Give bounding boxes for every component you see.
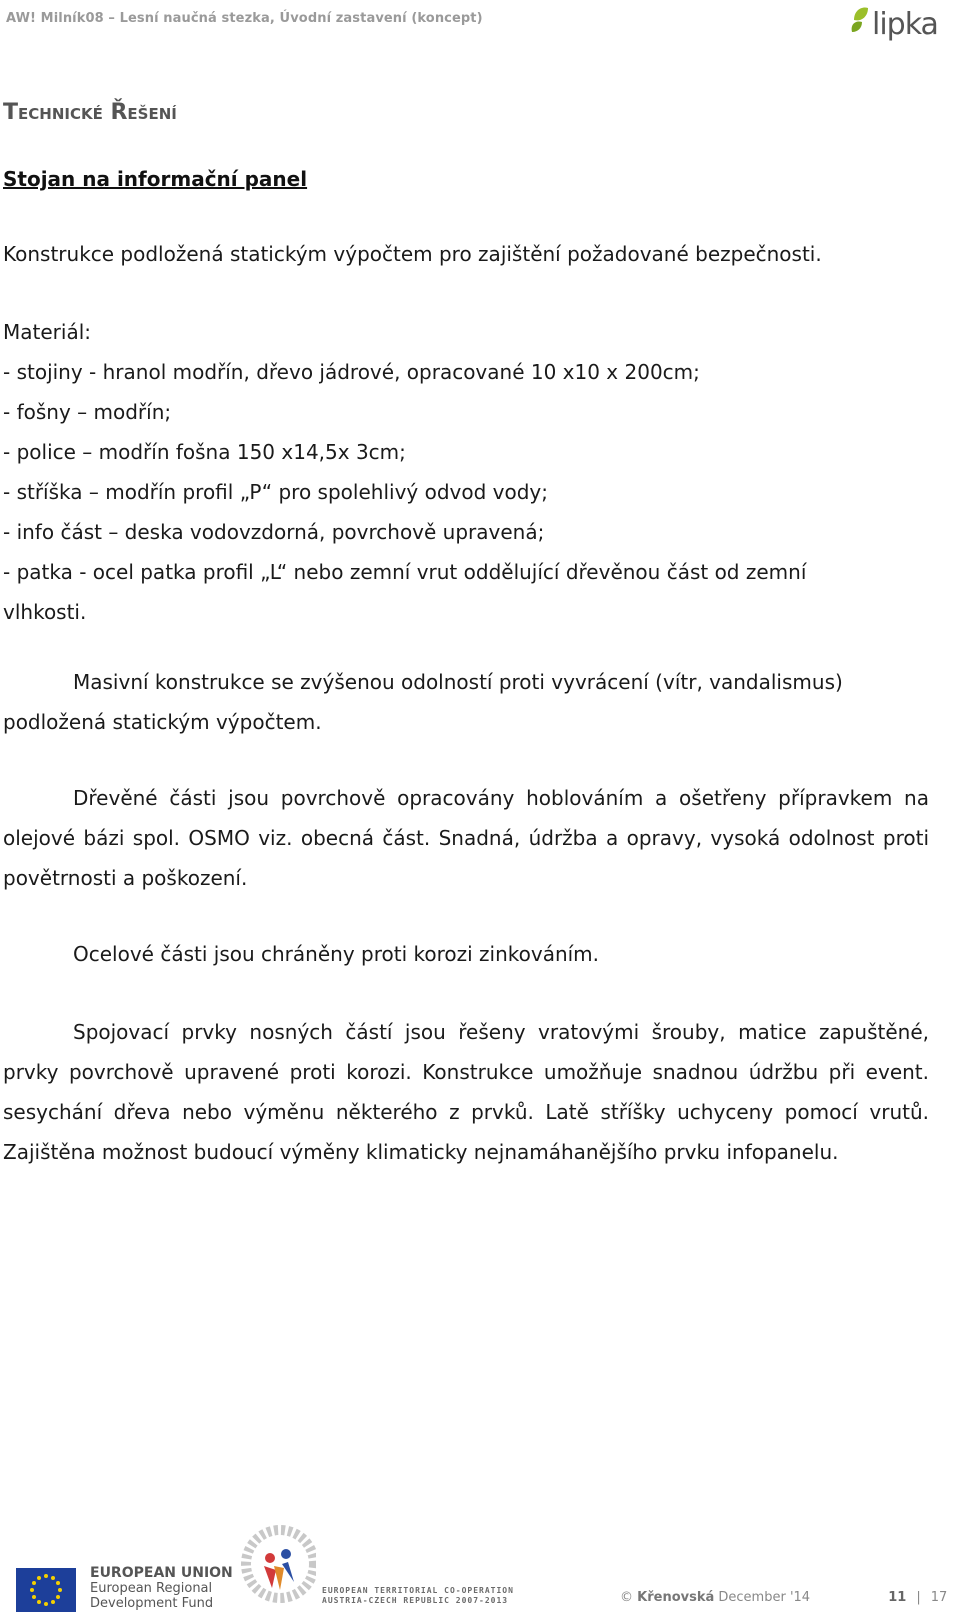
paragraph-stability: Masivní konstrukce se zvýšenou odolností proti vyvrácení (vítr, vandalismus) podložená statickým výpočtem. <box>3 670 843 734</box>
material-item: - police – modřín fošna 150 x14,5x 3cm; <box>3 440 406 464</box>
footer-copyright <box>620 1590 947 1605</box>
copyright-icon: © <box>620 1590 633 1605</box>
paragraph-fasteners: Spojovací prvky nosných částí jsou řešeny vratovými šrouby, matice zapuštěné, prvky povrchově upravené proti korozi. Konstrukce umožňuje snadnou údržbu při event. sesychání dřeva nebo výměnu některého z prvků. Latě stříšky uchyceny pomocí vrutů. Zajištěna možnost budoucí výměny klimaticky nejnamáhanějšího prvku infopanelu. <box>3 1020 929 1164</box>
lipka-logo <box>846 2 946 44</box>
page-separator: | <box>916 1590 921 1605</box>
material-item: - patka - ocel patka profil „L“ nebo zemní vrut oddělující dřevěnou část od zemní vlhkosti. <box>3 560 807 624</box>
page-total: 17 <box>930 1590 948 1605</box>
company-name: Křenovská <box>637 1590 715 1605</box>
section-heading: Technické Řešení <box>3 100 177 125</box>
material-item: - stříška – modřín profil „P“ pro spolehlivý odvod vody; <box>3 480 548 504</box>
material-item: - fošny – modřín; <box>3 400 172 424</box>
page-number: 11 <box>888 1590 907 1605</box>
paragraph-steel-parts: Ocelové části jsou chráněny proti korozi zinkováním. <box>73 942 600 966</box>
footer-date: December '14 <box>718 1590 811 1605</box>
paragraph-wood-treatment: Dřevěné části jsou povrchově opracovány hoblováním a ošetřeny přípravkem na olejové bázi spol. OSMO viz. obecná část. Snadná, údržba a opravy, vysoká odolnost proti povětrnosti a poškození. <box>3 786 929 890</box>
page-footer <box>0 1518 960 1618</box>
cooperation-text: EUROPEAN TERRITORIAL CO-OPERATION AUSTRIA-CZECH REPUBLIC 2007-2013 <box>322 1586 514 1605</box>
eu-flag-icon <box>16 1568 76 1612</box>
material-item: - info část – deska vodovzdorná, povrchově upravená; <box>3 520 545 544</box>
materials-block <box>3 312 956 632</box>
materials-title: Materiál: <box>3 320 91 344</box>
cooperation-logo <box>236 1518 316 1614</box>
subheading: Stojan na informační panel <box>3 167 308 191</box>
logo-wordmark: lipka <box>872 7 938 42</box>
intro-paragraph: Konstrukce podložená statickým výpočtem pro zajištění požadované bezpečnosti. <box>3 242 822 266</box>
eu-fund-text: EUROPEAN UNION European Regional Development Fund <box>90 1565 233 1611</box>
material-item: - stojiny - hranol modřín, dřevo jádrové, opracované 10 x10 x 200cm; <box>3 360 700 384</box>
document-header-title: AW! Milník08 – Lesní naučná stezka, Úvodní zastavení (koncept) <box>6 11 483 26</box>
